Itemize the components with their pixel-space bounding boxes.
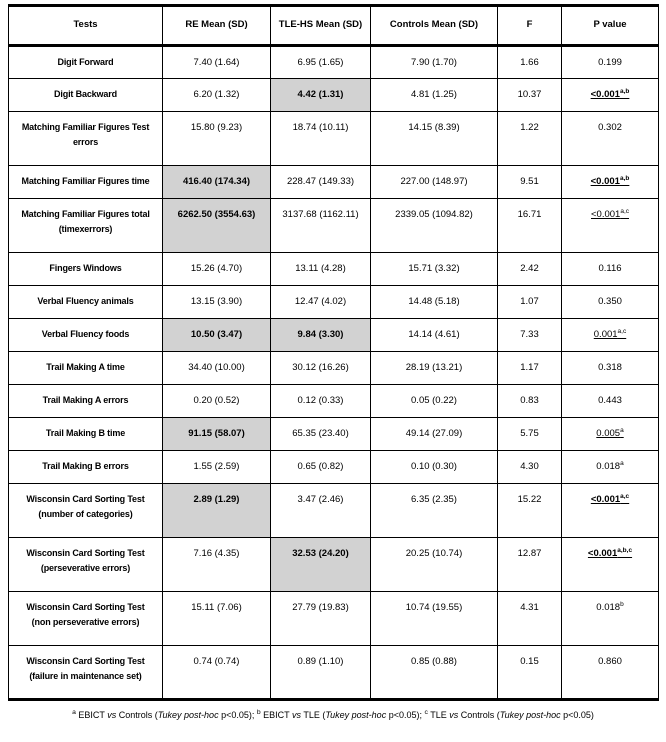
results-table: [8, 4, 659, 701]
tle-hs-mean-cell: 6.95 (1.65): [271, 46, 371, 79]
controls-mean-cell: 227.00 (148.97): [371, 166, 498, 199]
p-value-superscript: a: [620, 426, 624, 434]
p-value-cell: [562, 319, 659, 352]
p-value-cell: [562, 538, 659, 592]
tle-hs-mean-cell: 4.42 (1.31): [271, 79, 371, 112]
test-name-cell: Matching Familiar Figures total (timexerrors): [9, 199, 163, 253]
test-name-cell: Verbal Fluency animals: [9, 286, 163, 319]
test-name-cell: Matching Familiar Figures Test errors: [9, 112, 163, 166]
table-row: [9, 538, 659, 592]
re-mean-cell: 15.26 (4.70): [163, 253, 271, 286]
tle-hs-mean-cell: 13.11 (4.28): [271, 253, 371, 286]
p-value-superscript: a: [620, 459, 624, 467]
column-header-tle-hs-mean: TLE-HS Mean (SD): [271, 6, 371, 46]
table-row: [9, 319, 659, 352]
results-table-body: [9, 46, 659, 700]
footnote-text: EBICT: [260, 710, 292, 720]
table-row: [9, 166, 659, 199]
test-name-cell: Wisconsin Card Sorting Test (non perseverative errors): [9, 592, 163, 646]
p-value-cell: [562, 253, 659, 286]
p-value: 0.199: [598, 57, 622, 68]
p-value: 0.018$^b$: [596, 600, 624, 613]
footnote-marker: c: [424, 709, 428, 716]
controls-mean-cell: 14.14 (4.61): [371, 319, 498, 352]
table-row: [9, 46, 659, 79]
footnote-italic-text: Tukey post-hoc: [499, 710, 561, 720]
test-name-cell: Wisconsin Card Sorting Test (number of categories): [9, 484, 163, 538]
footnote-text: TLE: [427, 710, 450, 720]
test-name-cell: Fingers Windows: [9, 253, 163, 286]
table-row: [9, 592, 659, 646]
controls-mean-cell: 49.14 (27.09): [371, 418, 498, 451]
f-value-cell: 9.51: [498, 166, 562, 199]
f-value-cell: 1.22: [498, 112, 562, 166]
table-row: [9, 253, 659, 286]
table-row: [9, 646, 659, 700]
re-mean-cell: 6.20 (1.32): [163, 79, 271, 112]
test-name-cell: Trail Making B errors: [9, 451, 163, 484]
p-value: 0.302: [598, 122, 622, 133]
controls-mean-cell: 14.15 (8.39): [371, 112, 498, 166]
controls-mean-cell: 4.81 (1.25): [371, 79, 498, 112]
table-row: [9, 79, 659, 112]
re-mean-cell: 0.74 (0.74): [163, 646, 271, 700]
p-value: 0.005$^a$: [596, 426, 624, 439]
footnote-text: Controls (: [116, 710, 158, 720]
f-value-cell: 0.83: [498, 385, 562, 418]
controls-mean-cell: 15.71 (3.32): [371, 253, 498, 286]
p-value: $<0.001^{a,b}$: [590, 87, 630, 100]
p-value: 0.860: [598, 656, 622, 667]
re-mean-cell: 1.55 (2.59): [163, 451, 271, 484]
re-mean-cell: 6262.50 (3554.63): [163, 199, 271, 253]
re-mean-cell: 7.16 (4.35): [163, 538, 271, 592]
tle-hs-mean-cell: 3.47 (2.46): [271, 484, 371, 538]
footnote-text: Controls (: [458, 710, 500, 720]
f-value-cell: 1.66: [498, 46, 562, 79]
footnote-text: p<0.05);: [386, 710, 425, 720]
controls-mean-cell: 14.48 (5.18): [371, 286, 498, 319]
controls-mean-cell: 10.74 (19.55): [371, 592, 498, 646]
footnote-italic-text: Tukey post-hoc: [157, 710, 219, 720]
footnote-italic-text: Tukey post-hoc: [325, 710, 387, 720]
p-value-cell: [562, 484, 659, 538]
p-value-cell: [562, 112, 659, 166]
tle-hs-mean-cell: 30.12 (16.26): [271, 352, 371, 385]
p-value-superscript: a,c: [620, 207, 629, 215]
footnote-marker: a: [72, 709, 76, 716]
p-value: 0.001$^{a,c}$: [593, 327, 627, 340]
table-row: [9, 112, 659, 166]
controls-mean-cell: 0.85 (0.88): [371, 646, 498, 700]
column-header-tests: Tests: [9, 6, 163, 46]
table-row: [9, 451, 659, 484]
p-value: 0.318: [598, 362, 622, 373]
p-value-cell: [562, 592, 659, 646]
p-value-cell: [562, 646, 659, 700]
column-header-f: F: [498, 6, 562, 46]
f-value-cell: 1.07: [498, 286, 562, 319]
p-value-cell: [562, 46, 659, 79]
table-row: [9, 484, 659, 538]
tle-hs-mean-cell: 27.79 (19.83): [271, 592, 371, 646]
test-name-cell: Digit Forward: [9, 46, 163, 79]
re-mean-cell: 416.40 (174.34): [163, 166, 271, 199]
re-mean-cell: 7.40 (1.64): [163, 46, 271, 79]
table-row: [9, 199, 659, 253]
table-footnote: [0, 710, 666, 722]
footnote-text: p<0.05);: [218, 710, 257, 720]
table-row: [9, 418, 659, 451]
tle-hs-mean-cell: 0.65 (0.82): [271, 451, 371, 484]
re-mean-cell: 15.80 (9.23): [163, 112, 271, 166]
controls-mean-cell: 0.05 (0.22): [371, 385, 498, 418]
p-value: 0.018$^a$: [596, 459, 624, 472]
controls-mean-cell: 0.10 (0.30): [371, 451, 498, 484]
controls-mean-cell: 6.35 (2.35): [371, 484, 498, 538]
p-value-superscript: b: [620, 600, 624, 608]
f-value-cell: 16.71: [498, 199, 562, 253]
p-value-superscript: a,b: [619, 174, 630, 182]
tle-hs-mean-cell: 228.47 (149.33): [271, 166, 371, 199]
f-value-cell: 1.17: [498, 352, 562, 385]
re-mean-cell: 0.20 (0.52): [163, 385, 271, 418]
f-value-cell: 4.31: [498, 592, 562, 646]
p-value: 0.350: [598, 296, 622, 307]
re-mean-cell: 2.89 (1.29): [163, 484, 271, 538]
p-value: $<0.001^{a,c}$: [591, 207, 629, 220]
test-name-cell: Trail Making A time: [9, 352, 163, 385]
tle-hs-mean-cell: 65.35 (23.40): [271, 418, 371, 451]
re-mean-cell: 34.40 (10.00): [163, 352, 271, 385]
tle-hs-mean-cell: 3137.68 (1162.11): [271, 199, 371, 253]
controls-mean-cell: 28.19 (13.21): [371, 352, 498, 385]
footnote-italic-text: vs: [291, 710, 301, 720]
p-value: $<0.001^{a,c}$: [590, 492, 630, 505]
test-name-cell: Trail Making B time: [9, 418, 163, 451]
tle-hs-mean-cell: 0.12 (0.33): [271, 385, 371, 418]
tle-hs-mean-cell: 0.89 (1.10): [271, 646, 371, 700]
p-value-cell: [562, 385, 659, 418]
p-value-superscript: a,b: [619, 87, 630, 95]
controls-mean-cell: 20.25 (10.74): [371, 538, 498, 592]
test-name-cell: Digit Backward: [9, 79, 163, 112]
p-value: 0.116: [598, 263, 622, 274]
footnote-italic-text: vs: [449, 710, 459, 720]
f-value-cell: 0.15: [498, 646, 562, 700]
test-name-cell: Matching Familiar Figures time: [9, 166, 163, 199]
tle-hs-mean-cell: 9.84 (3.30): [271, 319, 371, 352]
table-row: [9, 352, 659, 385]
column-header-re-mean: RE Mean (SD): [163, 6, 271, 46]
p-value: $<0.001^{a,b}$: [590, 174, 630, 187]
test-name-cell: Trail Making A errors: [9, 385, 163, 418]
p-value-superscript: a,b,c: [617, 546, 633, 554]
p-value-cell: [562, 199, 659, 253]
footnote-italic-text: vs: [107, 710, 117, 720]
p-value-cell: [562, 418, 659, 451]
footnote-text: p<0.05): [560, 710, 594, 720]
p-value-cell: [562, 451, 659, 484]
f-value-cell: 2.42: [498, 253, 562, 286]
re-mean-cell: 91.15 (58.07): [163, 418, 271, 451]
p-value-cell: [562, 286, 659, 319]
tle-hs-mean-cell: 32.53 (24.20): [271, 538, 371, 592]
column-header-controls-mean: Controls Mean (SD): [371, 6, 498, 46]
re-mean-cell: 15.11 (7.06): [163, 592, 271, 646]
test-name-cell: Wisconsin Card Sorting Test (failure in maintenance set): [9, 646, 163, 700]
re-mean-cell: 13.15 (3.90): [163, 286, 271, 319]
tle-hs-mean-cell: 12.47 (4.02): [271, 286, 371, 319]
f-value-cell: 12.87: [498, 538, 562, 592]
p-value: 0.443: [598, 395, 622, 406]
p-value: $<0.001^{a,b,c}$: [587, 546, 633, 559]
controls-mean-cell: 7.90 (1.70): [371, 46, 498, 79]
tle-hs-mean-cell: 18.74 (10.11): [271, 112, 371, 166]
controls-mean-cell: 2339.05 (1094.82): [371, 199, 498, 253]
test-name-cell: Wisconsin Card Sorting Test (perseverative errors): [9, 538, 163, 592]
p-value-superscript: a,c: [617, 327, 627, 335]
f-value-cell: 4.30: [498, 451, 562, 484]
f-value-cell: 5.75: [498, 418, 562, 451]
column-header-p-value: P value: [562, 6, 659, 46]
test-name-cell: Verbal Fluency foods: [9, 319, 163, 352]
p-value-cell: [562, 79, 659, 112]
footnote-marker: b: [256, 709, 261, 716]
f-value-cell: 15.22: [498, 484, 562, 538]
f-value-cell: 7.33: [498, 319, 562, 352]
footnote-text: TLE (: [300, 710, 326, 720]
re-mean-cell: 10.50 (3.47): [163, 319, 271, 352]
table-row: [9, 286, 659, 319]
f-value-cell: 10.37: [498, 79, 562, 112]
p-value-superscript: a,c: [620, 492, 630, 500]
p-value-cell: [562, 352, 659, 385]
p-value-cell: [562, 166, 659, 199]
table-row: [9, 385, 659, 418]
footnote-text: EBICT: [75, 710, 108, 720]
header-row: [9, 6, 659, 46]
